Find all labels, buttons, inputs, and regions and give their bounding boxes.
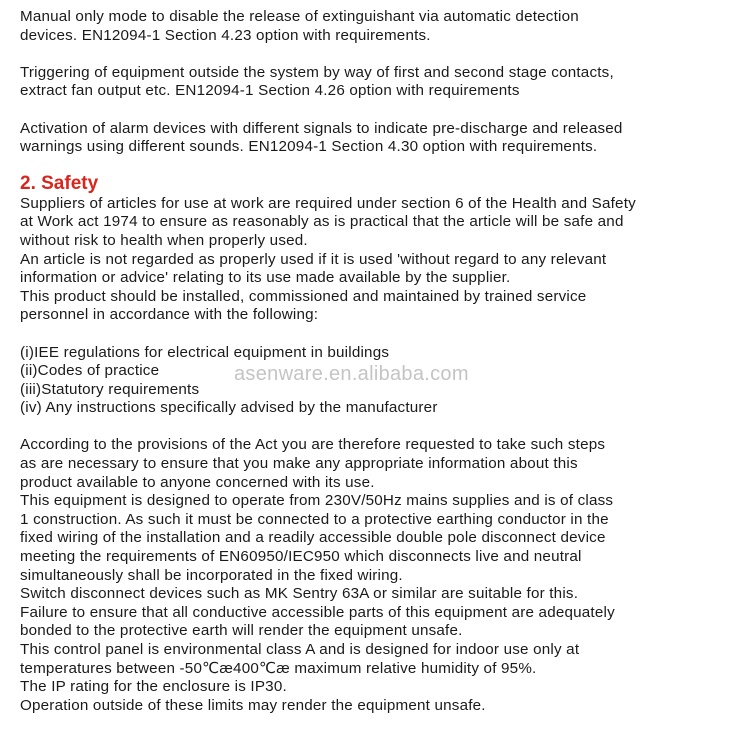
intro-paragraph-2: [20, 64, 742, 101]
text-line: fixed wiring of the installation and a readily accessible double pole disconnect device: [20, 529, 606, 547]
section-heading-safety: 2. Safety: [20, 172, 99, 194]
list-item: (iv) Any instructions specifically advised by the manufacturer: [20, 399, 438, 417]
text-line: Manual only mode to disable the release of extinguishant via automatic detection: [20, 8, 579, 25]
document-page: [20, 8, 742, 715]
text-line: Switch disconnect devices such as MK Sentry 63A or similar are suitable for this.: [20, 585, 579, 603]
text-line: This control panel is environmental class A and is designed for indoor use only at: [20, 641, 580, 658]
text-line: information or advice' relating to its use made available by the supplier.: [20, 269, 511, 287]
text-line: 1 construction. As such it must be connected to a protective earthing conductor in the: [20, 510, 609, 528]
watermark-text: asenware.en.alibaba.com: [234, 363, 469, 385]
text-line: This product should be installed, commissioned and maintained by trained service: [20, 287, 587, 305]
text-line: devices. EN12094-1 Section 4.23 option with requirements.: [20, 26, 431, 44]
text-line: Triggering of equipment outside the system by way of first and second stage contacts,: [20, 63, 614, 81]
intro-paragraph-3: [20, 120, 742, 157]
text-line: The IP rating for the enclosure is IP30.: [20, 678, 287, 696]
list-item: (iii)Statutory requirements: [20, 380, 200, 398]
text-line: without risk to health when properly used.: [20, 231, 308, 249]
text-line: meeting the requirements of EN60950/IEC950 which disconnects live and neutral: [20, 548, 582, 566]
text-line: This equipment is designed to operate from 230V/50Hz mains supplies and is of class: [20, 492, 614, 510]
text-line: at Work act 1974 to ensure as reasonably as is practical that the article will be safe and: [20, 213, 624, 231]
text-line: product available to anyone concerned with its use.: [20, 473, 375, 491]
text-line: Activation of alarm devices with different signals to indicate pre-discharge and released: [20, 119, 623, 137]
text-line: extract fan output etc. EN12094-1 Section 4.26 option with requirements: [20, 82, 520, 100]
text-line: According to the provisions of the Act you are therefore requested to take such steps: [20, 436, 606, 454]
text-line: bonded to the protective earth will render the equipment unsafe.: [20, 622, 463, 640]
safety-block-2: [20, 436, 742, 715]
text-line: Operation outside of these limits may render the equipment unsafe.: [20, 696, 486, 714]
text-line: An article is not regarded as properly used if it is used 'without regard to any relevant: [20, 250, 607, 268]
list-item: (ii)Codes of practice: [20, 362, 160, 380]
text-line: Failure to ensure that all conductive accessible parts of this equipment are adequately: [20, 603, 615, 621]
text-line: simultaneously shall be incorporated in the fixed wiring.: [20, 566, 403, 584]
text-line: warnings using different sounds. EN12094-1 Section 4.30 option with requirements.: [20, 138, 598, 156]
list-item: (i)IEE regulations for electrical equipment in buildings: [20, 343, 390, 361]
safety-block-1: [20, 195, 742, 325]
text-line: Suppliers of articles for use at work are required under section 6 of the Health and Safety: [20, 194, 636, 212]
text-line: as are necessary to ensure that you make any appropriate information about this: [20, 455, 578, 473]
text-line: personnel in accordance with the following:: [20, 306, 319, 324]
intro-paragraph-1: [20, 8, 742, 45]
text-line: temperatures between -50℃æ400℃æ maximum relative humidity of 95%.: [20, 659, 537, 677]
